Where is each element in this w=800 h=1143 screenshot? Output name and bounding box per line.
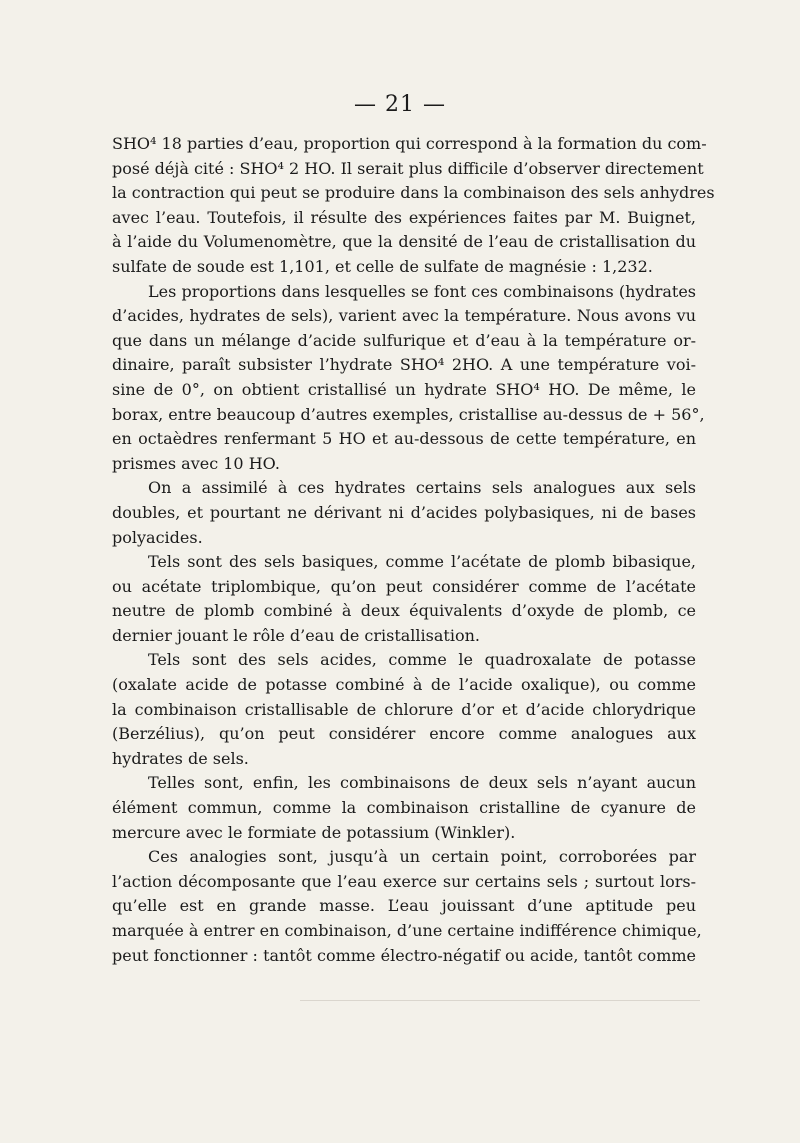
- text-line: avec l’eau. Toutefois, il résulte des expériences faites par M. Buignet,: [112, 207, 696, 227]
- text-line: neutre de plomb combiné à deux équivalents d’oxyde de plomb, ce: [112, 601, 696, 621]
- text-line: qu’elle est en grande masse. L’eau jouissant d’une aptitude peu: [112, 896, 696, 916]
- text-line: que dans un mélange d’acide sulfurique et d’eau à la température or-: [112, 330, 696, 350]
- text-line: sine de 0°, on obtient cristallisé un hydrate SHO⁴ HO. De même, le: [112, 379, 696, 399]
- text-line: Telles sont, enfin, les combinaisons de deux sels n’ayant aucun: [148, 773, 696, 793]
- text-line: hydrates de sels.: [112, 748, 249, 768]
- text-line: polyacides.: [112, 527, 203, 547]
- text-line: borax, entre beaucoup d’autres exemples, cristallise au-dessus de + 56°,: [112, 404, 705, 424]
- text-line: sulfate de soude est 1,101, et celle de sulfate de magnésie : 1,232.: [112, 256, 653, 276]
- text-line: Tels sont des sels acides, comme le quadroxalate de potasse: [148, 650, 696, 670]
- text-line: Tels sont des sels basiques, comme l’acétate de plomb bibasique,: [148, 552, 696, 572]
- text-line: dernier jouant le rôle d’eau de cristallisation.: [112, 625, 480, 645]
- text-line: mercure avec le formiate de potassium (Winkler).: [112, 822, 516, 842]
- text-line: Les proportions dans lesquelles se font ces combinaisons (hydrates: [148, 281, 696, 301]
- page-bottom-rule: [300, 1000, 700, 1001]
- text-line: à l’aide du Volumenomètre, que la densité de l’eau de cristallisation du: [112, 232, 696, 252]
- text-line: ou acétate triplombique, qu’on peut considérer comme de l’acétate: [112, 576, 696, 596]
- text-line: Ces analogies sont, jusqu’à un certain point, corroborées par: [148, 847, 696, 867]
- text-line: élément commun, comme la combinaison cristalline de cyanure de: [112, 798, 696, 818]
- text-line: dinaire, paraît subsister l’hydrate SHO⁴ 2HO. A une température voi-: [112, 355, 696, 375]
- text-line: On a assimilé à ces hydrates certains sels analogues aux sels: [148, 478, 696, 498]
- text-line: d’acides, hydrates de sels), varient avec la température. Nous avons vu: [112, 306, 696, 326]
- text-line: en octaèdres renfermant 5 HO et au-dessous de cette température, en: [112, 429, 696, 449]
- text-line: posé déjà cité : SHO⁴ 2 HO. Il serait plus difficile d’observer directement: [112, 158, 704, 178]
- text-line: SHO⁴ 18 parties d’eau, proportion qui correspond à la formation du com-: [112, 134, 707, 153]
- body-text: [112, 132, 715, 968]
- text-line: doubles, et pourtant ne dérivant ni d’acides polybasiques, ni de bases: [112, 502, 696, 522]
- text-line: marquée à entrer en combinaison, d’une certaine indifférence chimique,: [112, 921, 702, 940]
- text-line: la combinaison cristallisable de chlorure d’or et d’acide chlorydrique: [112, 699, 696, 719]
- text-line: (Berzélius), qu’on peut considérer encore comme analogues aux: [112, 724, 696, 744]
- text-line: l’action décomposante que l’eau exerce sur certains sels ; surtout lors-: [112, 871, 696, 891]
- text-line: prismes avec 10 HO.: [112, 453, 280, 473]
- text-line: peut fonctionner : tantôt comme électro-négatif ou acide, tantôt comme: [112, 945, 696, 965]
- page-number: — 21 —: [354, 92, 446, 117]
- text-line: (oxalate acide de potasse combiné à de l’acide oxalique), ou comme: [112, 675, 696, 695]
- text-line: la contraction qui peut se produire dans la combinaison des sels anhydres: [112, 183, 715, 203]
